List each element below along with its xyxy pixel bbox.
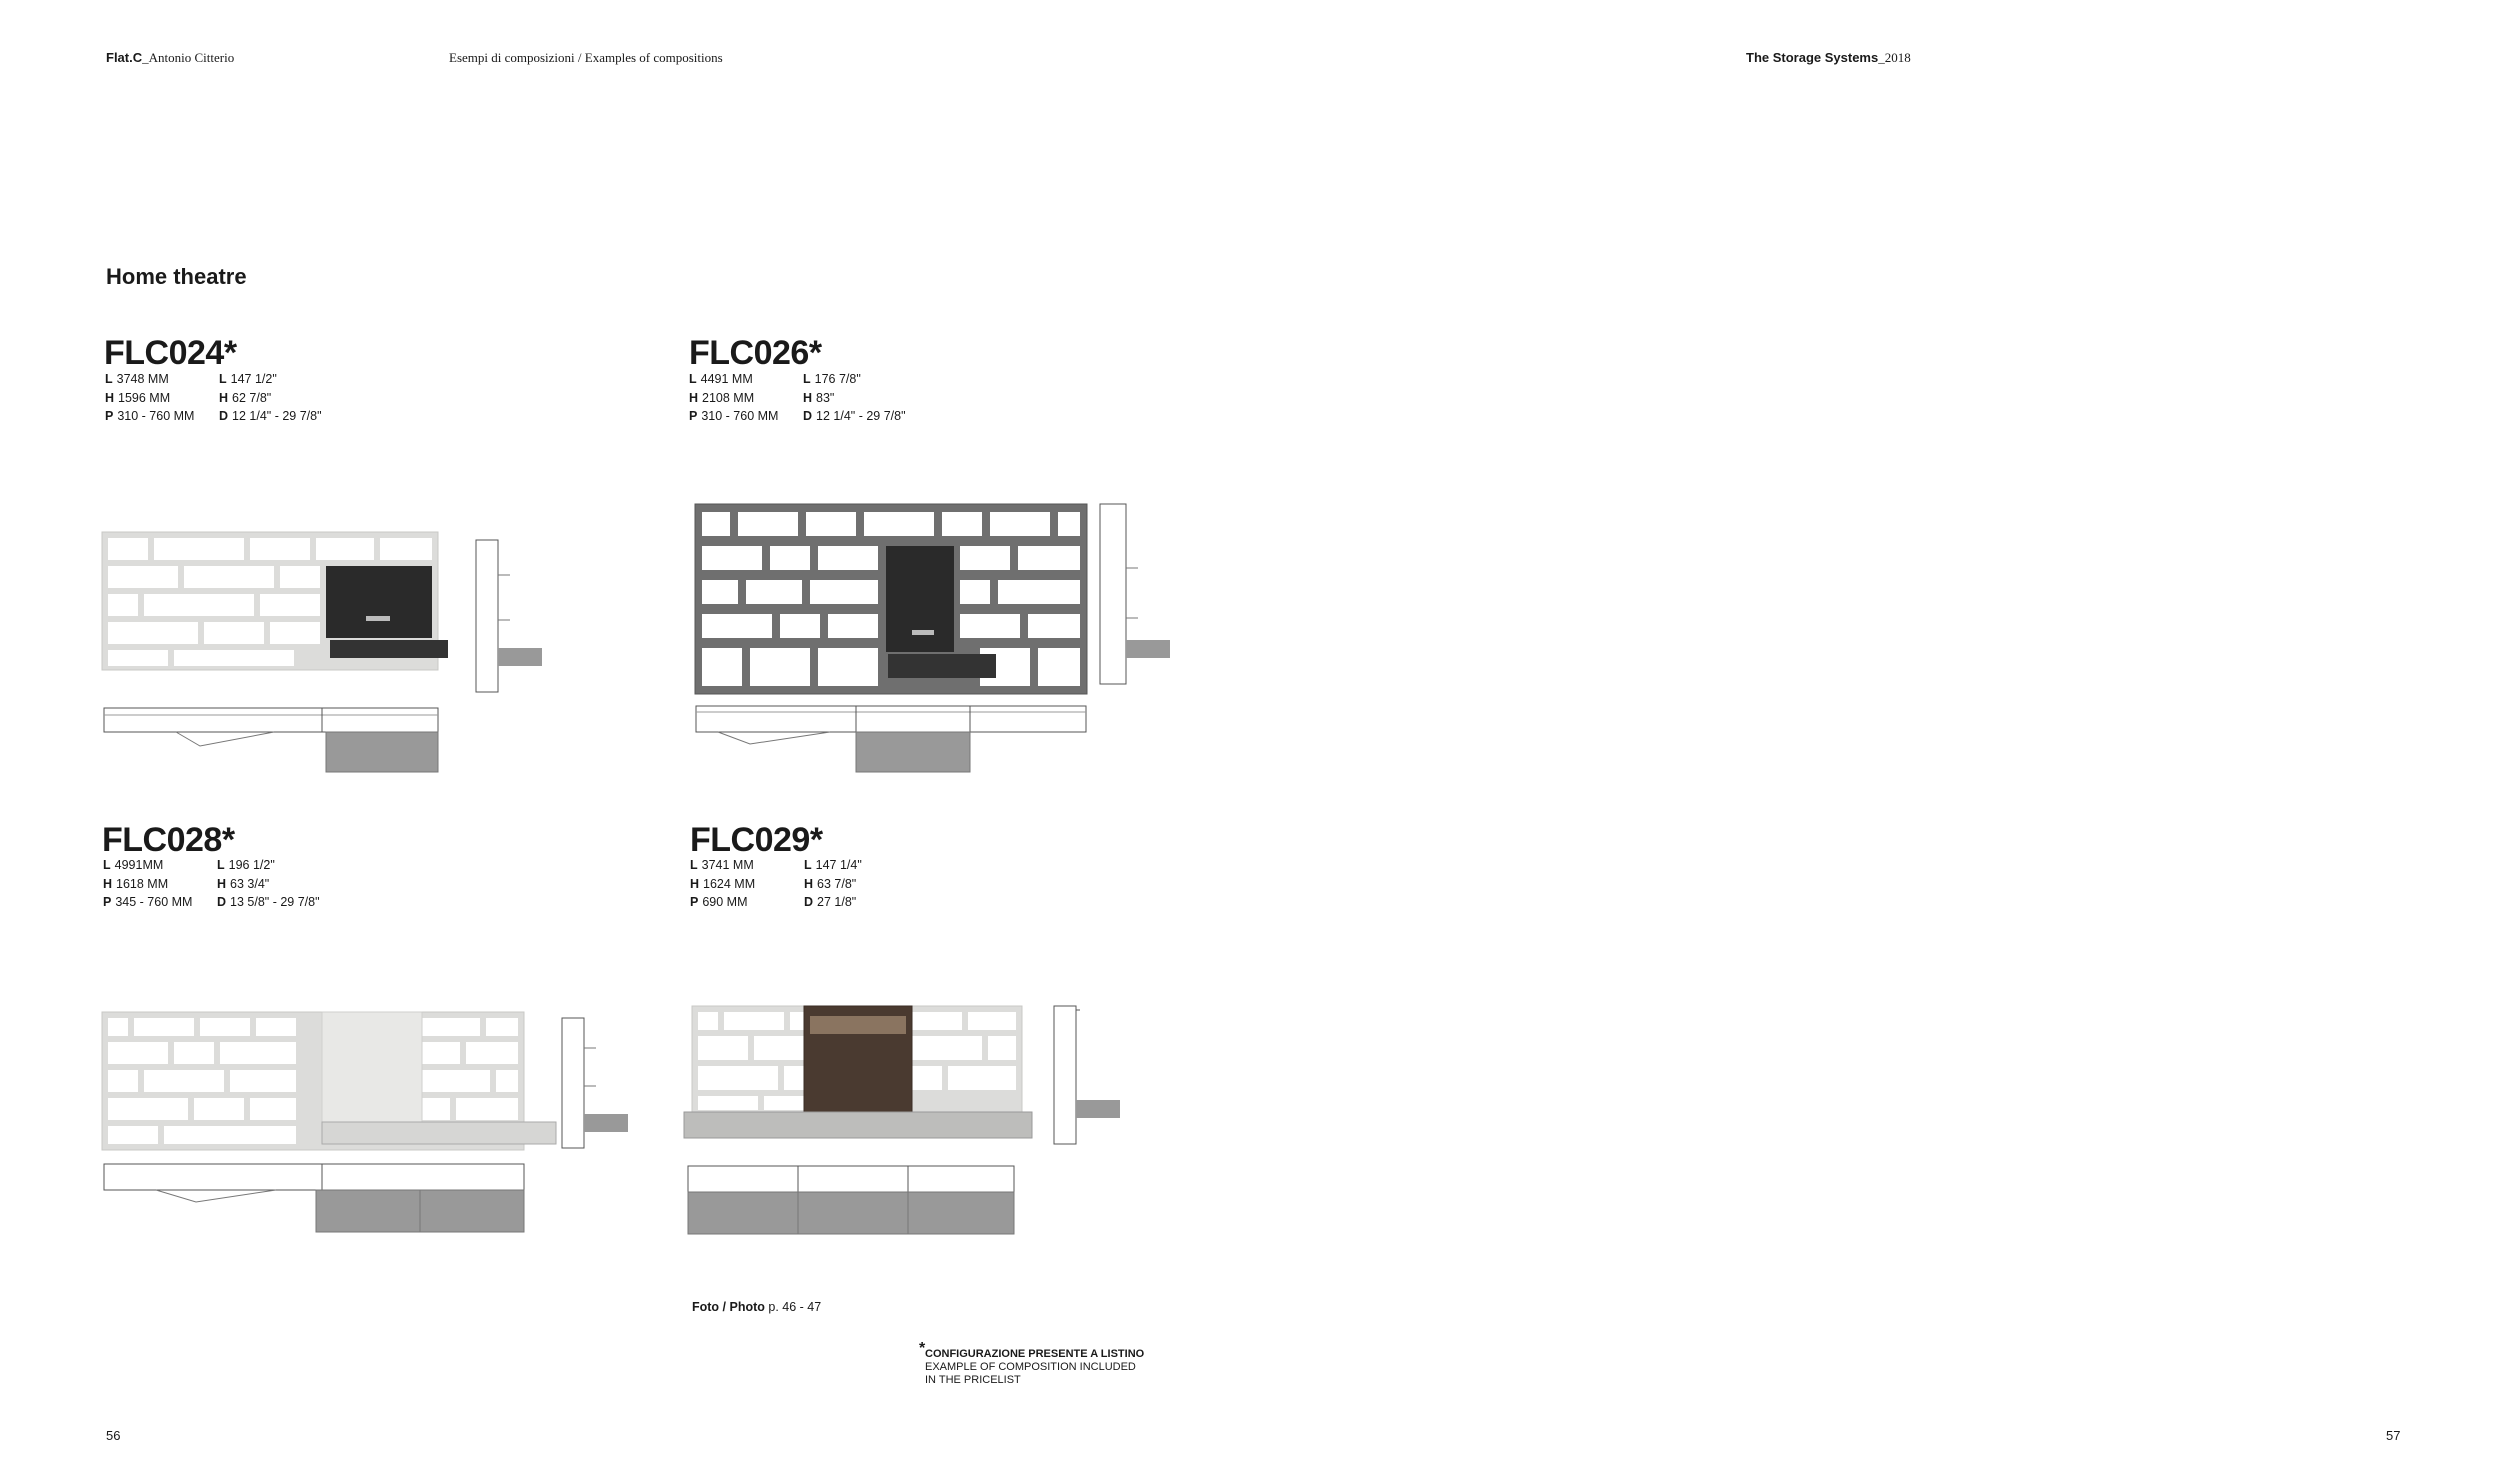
bookcase-front-view bbox=[680, 1000, 1140, 1250]
section-header: Esempi di composizioni / Examples of compositions bbox=[449, 50, 723, 65]
note-line-1: CONFIGURAZIONE PRESENTE A LISTINO bbox=[925, 1348, 1145, 1360]
composition-specs bbox=[103, 856, 320, 912]
catalog-name: The Storage Systems bbox=[1746, 50, 1879, 65]
spec-row: H 2108 MM H 83" bbox=[689, 390, 835, 405]
photo-label: Foto / Photo bbox=[692, 1300, 765, 1314]
note-line-2: EXAMPLE OF COMPOSITION INCLUDED bbox=[925, 1361, 1136, 1373]
spec-row: P 690 MM D 27 1/8" bbox=[690, 895, 857, 909]
photo-reference bbox=[692, 1300, 821, 1314]
bookcase-front-view bbox=[100, 530, 550, 780]
spec-row: L 3741 MM L 147 1/4" bbox=[690, 858, 862, 872]
brand-header bbox=[106, 50, 234, 66]
designer-name: _Antonio Citterio bbox=[142, 50, 235, 65]
composition-code: FLC024* bbox=[104, 334, 237, 372]
catalog-year: _2018 bbox=[1878, 50, 1911, 65]
spec-row: P 310 - 760 MM D 12 1/4" - 29 7/8" bbox=[689, 409, 906, 423]
catalog-header bbox=[1746, 50, 1911, 66]
spec-row: H 1596 MM H 62 7/8" bbox=[105, 390, 272, 405]
spec-row: L 3748 MM L 147 1/2" bbox=[105, 372, 277, 386]
bookcase-front-view bbox=[100, 1010, 650, 1255]
spec-row: L 4491 MM L 176 7/8" bbox=[689, 372, 861, 386]
composition-code: FLC026* bbox=[689, 334, 822, 372]
brand-name: Flat.C bbox=[106, 50, 143, 65]
asterisk: * bbox=[919, 1340, 926, 1357]
spec-row: H 1624 MM H 63 7/8" bbox=[690, 876, 857, 891]
composition-code: FLC029* bbox=[690, 821, 823, 859]
pricelist-note bbox=[919, 1340, 1145, 1387]
page-number-left: 56 bbox=[106, 1428, 121, 1443]
page-title: Home theatre bbox=[106, 264, 247, 289]
page-number-right: 57 bbox=[2386, 1428, 2401, 1443]
spec-row: L 4991MM L 196 1/2" bbox=[103, 858, 275, 872]
spec-row: P 345 - 760 MM D 13 5/8" - 29 7/8" bbox=[103, 895, 320, 909]
composition-specs bbox=[690, 856, 862, 912]
photo-pages: p. 46 - 47 bbox=[768, 1300, 822, 1314]
composition-specs bbox=[105, 370, 322, 426]
bookcase-front-view bbox=[680, 490, 1180, 790]
composition-specs bbox=[689, 370, 906, 426]
spec-row: H 1618 MM H 63 3/4" bbox=[103, 876, 270, 891]
spec-row: P 310 - 760 MM D 12 1/4" - 29 7/8" bbox=[105, 409, 322, 423]
note-line-3: IN THE PRICELIST bbox=[925, 1374, 1021, 1386]
composition-code: FLC028* bbox=[102, 821, 235, 859]
